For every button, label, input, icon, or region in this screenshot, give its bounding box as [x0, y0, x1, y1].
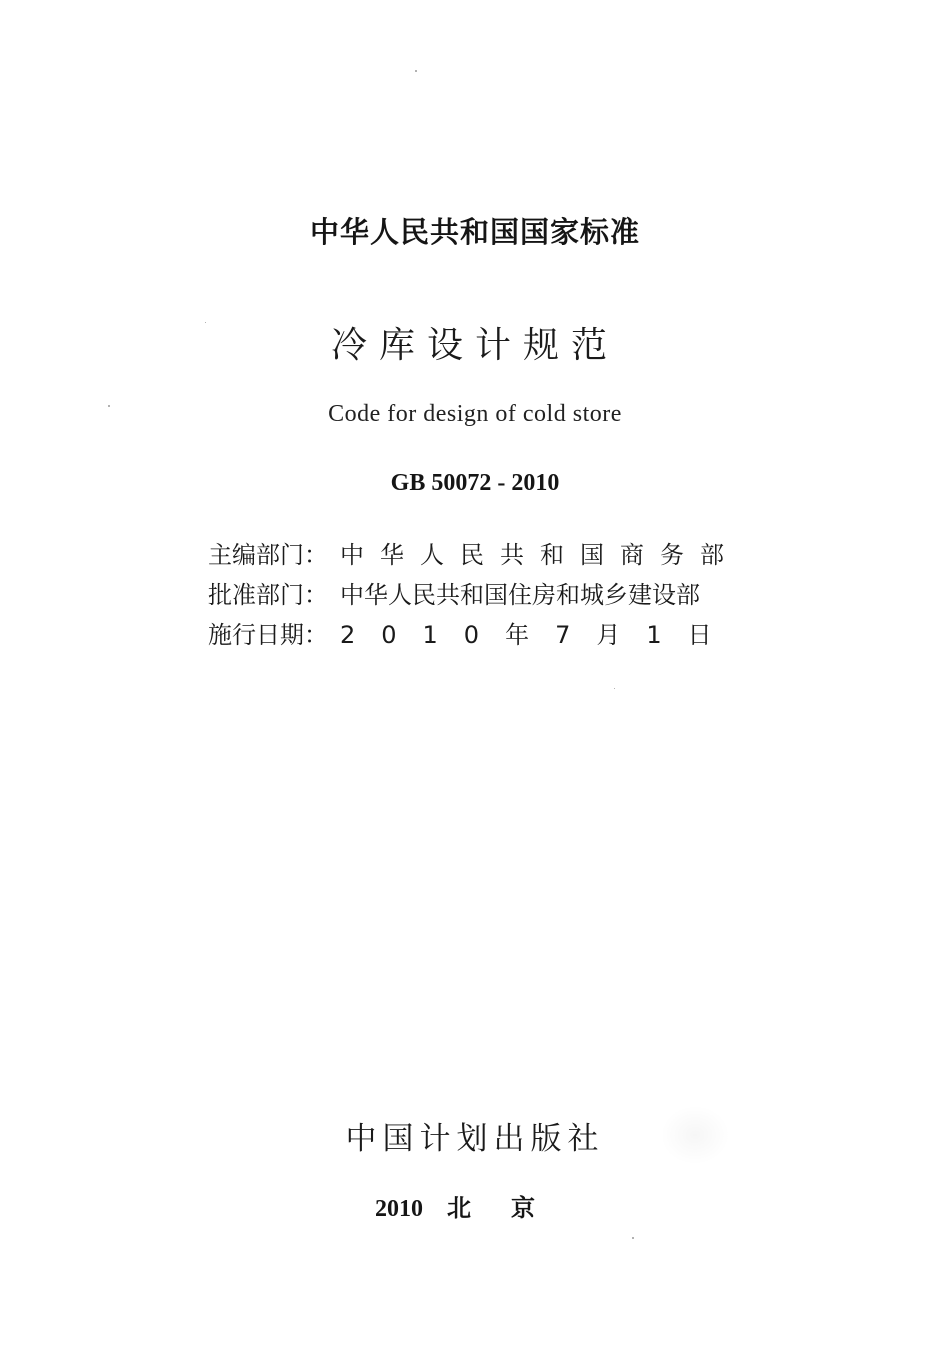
publisher-name: 中国计划出版社: [345, 1121, 605, 1157]
info-value: 2010年7月1日: [340, 621, 738, 649]
document-title-english: Code for design of cold store: [328, 401, 622, 427]
info-label: 施行日期：: [208, 621, 328, 649]
standard-series-heading: 中华人民共和国国家标准: [309, 215, 640, 249]
scan-speck: [415, 70, 417, 72]
scan-speck: [632, 1237, 634, 1239]
document-info-block: [208, 535, 748, 655]
publication-year: 2010: [375, 1196, 423, 1222]
info-value: 中华人民共和国商务部: [340, 541, 740, 569]
info-label: 主编部门：: [208, 541, 328, 569]
scan-speck: [614, 688, 615, 689]
info-row-chief-editor: [208, 535, 748, 575]
document-title-chinese: 冷库设计规范: [330, 325, 619, 366]
info-row-approving-department: [208, 575, 748, 615]
info-label: 批准部门：: [208, 581, 328, 609]
info-row-effective-date: [208, 615, 748, 655]
info-value: 中华人民共和国住房和城乡建设部: [340, 581, 700, 609]
standard-number: GB 50072 - 2010: [390, 470, 560, 496]
publication-city: 北京: [447, 1194, 575, 1222]
publication-year-city: [0, 1188, 950, 1223]
